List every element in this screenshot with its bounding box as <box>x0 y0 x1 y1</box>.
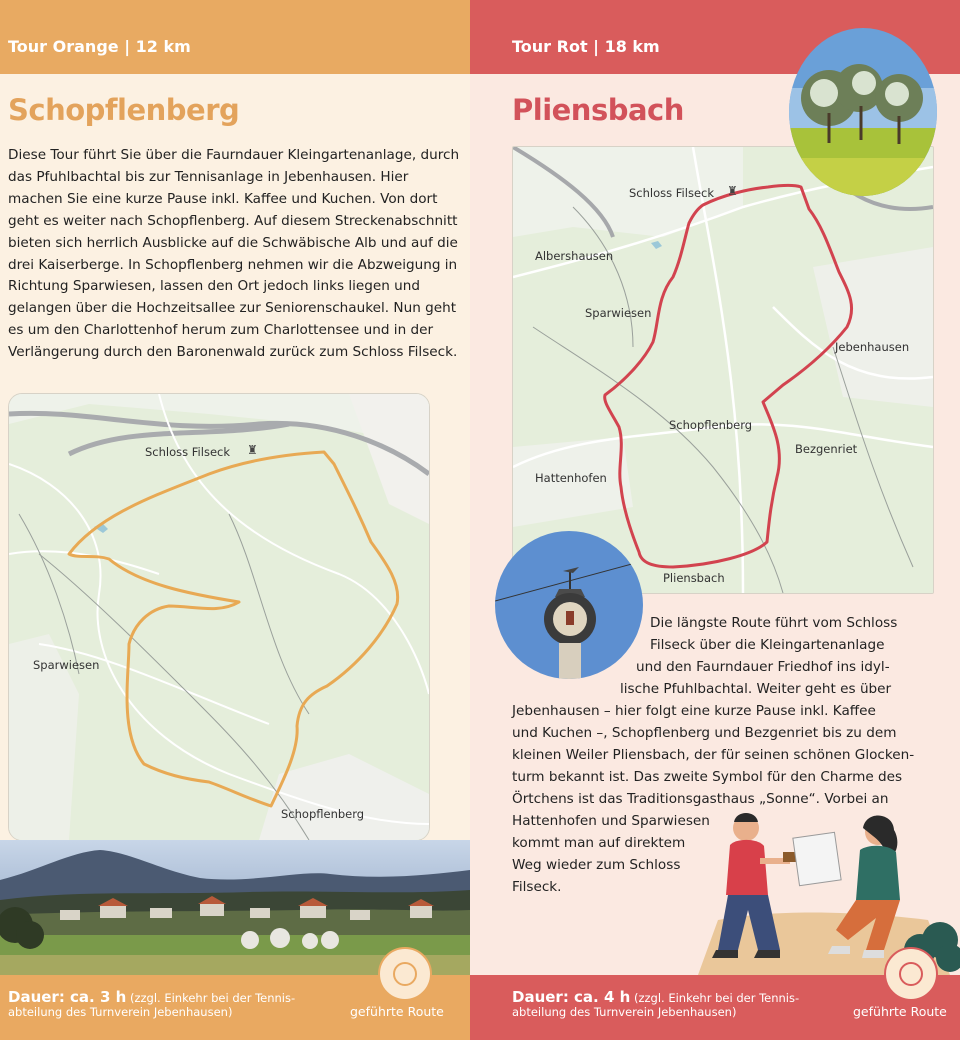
description-line: und den Faurndauer Friedhof ins idyl- <box>636 659 890 675</box>
description-line: Filseck. <box>512 879 562 895</box>
description-line: und Kuchen –, Schopflenberg und Bezgenriet bis zu dem <box>512 725 897 741</box>
description-line: Filseck über die Kleingartenanlage <box>650 637 885 653</box>
map-label-schloss-filseck: Schloss Filseck <box>145 445 230 459</box>
map-label-albershausen: Albershausen <box>535 249 614 263</box>
castle-icon: ♜ <box>727 184 738 198</box>
orchard-photo <box>789 28 937 196</box>
tour-orange-map <box>8 393 430 841</box>
description-line: Hattenhofen und Sparwiesen <box>512 813 710 829</box>
tour-orange-panel <box>0 0 470 1040</box>
clocktower-photo <box>495 531 643 679</box>
description-line: kleinen Weiler Pliensbach, der für seinen schönen Glocken- <box>512 747 915 763</box>
guided-route-label: geführte Route <box>853 1004 947 1019</box>
map-label-schloss-filseck: Schloss Filseck <box>629 186 714 200</box>
guide-icon <box>393 962 417 986</box>
tour-orange-duration <box>8 990 348 1019</box>
duration-label: Dauer: ca. 3 h <box>8 988 127 1006</box>
guide-badge <box>884 947 938 1001</box>
guide-badge <box>378 947 432 1001</box>
description-line: Die längste Route führt vom Schloss <box>650 615 898 631</box>
duration-note: (zzgl. Einkehr bei der Tennis-abteilung des Turnverein Jebenhausen) <box>8 991 296 1019</box>
tour-orange-title: Schopflenberg <box>8 93 240 127</box>
description-line: Weg wieder zum Schloss <box>512 857 681 873</box>
guide-icon <box>899 962 923 986</box>
tour-orange-description: Diese Tour führt Sie über die Faurndauer Kleingartenanlage, durch das Pfuhlbachtal bis zur Tennisanlage in Jebenhausen. Hier machen Sie eine kurze Pause inkl. Kaffee und Kuchen. Von dort geht es weiter nach Schopflenberg. Auf diesem Streckenabschnitt bieten sich herrlich Ausblicke auf die Schwäbische Alb und auf die drei Kaiserberge. In Schopflenberg nehmen wir die Abzweigung in Richtung Sparwiesen, lassen den Ort jedoch links liegen und gelangen über die Hochzeitsallee zur Seniorenschaukel. Nun geht es um den Charlottenhof herum zum Charlottensee und in der Verlängerung durch den Baronenwald zurück zum Schloss Filseck. <box>8 147 460 361</box>
map-label-sparwiesen: Sparwiesen <box>33 658 100 672</box>
tour-orange-header-bar <box>0 0 470 74</box>
duration-label: Dauer: ca. 4 h <box>512 988 631 1006</box>
tour-rot-map <box>512 146 934 594</box>
tour-orange-label: Tour Orange | 12 km <box>8 37 191 56</box>
castle-icon: ♜ <box>247 443 258 457</box>
description-line: Jebenhausen – hier folgt eine kurze Pause inkl. Kaffee <box>512 703 876 719</box>
description-line: turm bekannt ist. Das zweite Symbol für den Charme des <box>512 769 903 785</box>
guided-route-label: geführte Route <box>350 1004 444 1019</box>
map-label-jebenhausen: Jebenhausen <box>835 340 910 354</box>
description-line: lische Pfuhlbachtal. Weiter geht es über <box>620 681 892 697</box>
map-label-pliensbach: Pliensbach <box>663 571 725 585</box>
tour-rot-duration <box>512 990 852 1019</box>
map-label-bezgenriet: Bezgenriet <box>795 442 858 456</box>
tour-rot-label: Tour Rot | 18 km <box>512 37 660 56</box>
description-line: kommt man auf direktem <box>512 835 686 851</box>
tour-rot-panel <box>470 0 960 1040</box>
map-label-schopflenberg: Schopflenberg <box>669 418 753 432</box>
map-label-schopflenberg: Schopflenberg <box>281 807 365 821</box>
map-label-sparwiesen: Sparwiesen <box>585 306 652 320</box>
duration-note: (zzgl. Einkehr bei der Tennis-abteilung des Turnverein Jebenhausen) <box>512 991 800 1019</box>
description-line: Örtchens ist das Traditionsgasthaus „Sonne“. Vorbei an <box>512 791 889 807</box>
map-label-hattenhofen: Hattenhofen <box>535 471 607 485</box>
tour-rot-title: Pliensbach <box>512 93 684 127</box>
